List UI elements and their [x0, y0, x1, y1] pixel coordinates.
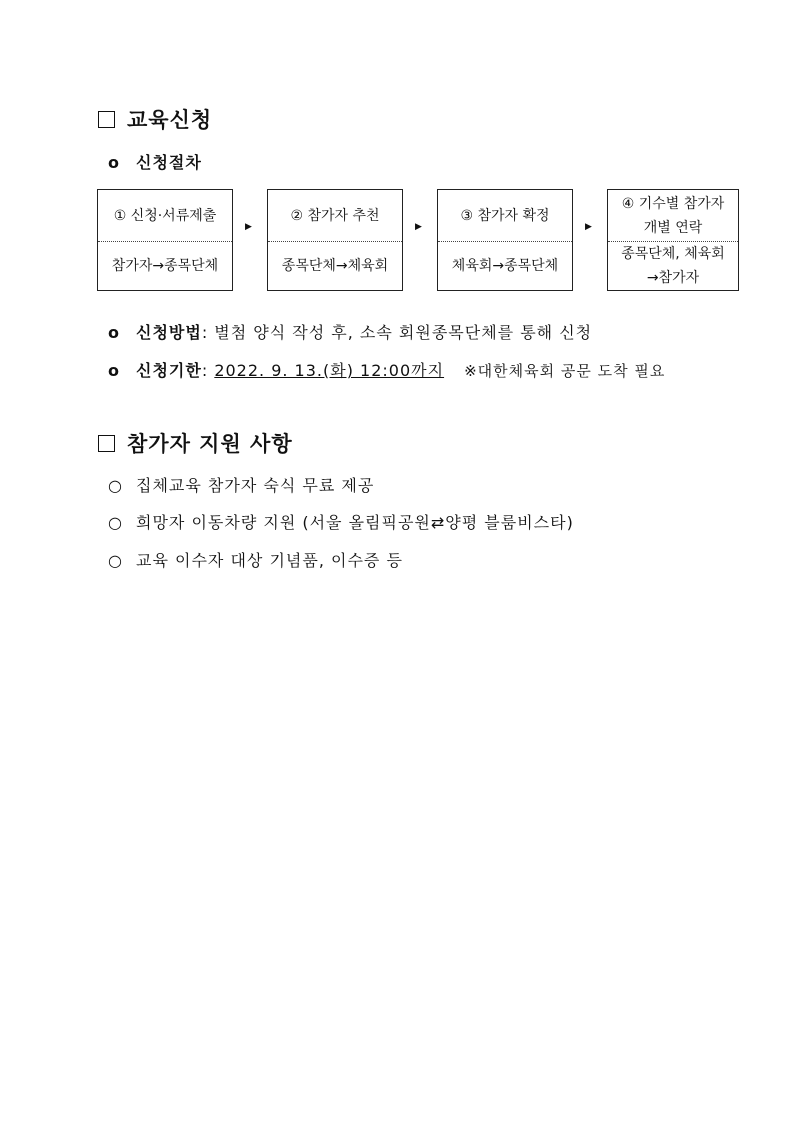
step-3-title: ③ 참가자 확정: [438, 190, 572, 242]
step-4-detail-line2: →참가자: [646, 270, 700, 286]
arrow-right-icon: ▶: [585, 222, 592, 232]
checkbox-square-icon: [98, 435, 115, 452]
step-2-title: ② 참가자 추천: [268, 190, 402, 242]
step-3-detail: 체육회→종목단체: [451, 258, 559, 274]
section-title-application: [98, 104, 212, 134]
bullet: o: [108, 153, 120, 172]
step-4-title-line1: ④ 기수별 참가자: [621, 195, 725, 212]
procedure-label: 신청절차: [136, 153, 202, 172]
step-4-title-line2: 개별 연락: [643, 219, 703, 236]
support-item-text: 집체교육 참가자 숙식 무료 제공: [136, 476, 375, 495]
support-item-text: 희망자 이동차량 지원 (서울 올림픽공원⇄양평 블룸비스타): [136, 513, 574, 532]
support-item-text: 교육 이수자 대상 기념품, 이수증 등: [136, 551, 403, 570]
deadline-label: 신청기한: [136, 361, 202, 380]
checkbox-square-icon: [98, 111, 115, 128]
support-item-2: [108, 510, 574, 533]
procedure-heading: [108, 150, 202, 173]
bullet: o: [108, 323, 120, 342]
step-4-box: [607, 189, 739, 291]
deadline-separator: :: [201, 361, 215, 380]
bullet: ○: [108, 551, 123, 570]
procedure-flow: [97, 189, 739, 291]
bullet: o: [108, 361, 120, 380]
support-item-3: [108, 548, 403, 571]
method-line: [108, 320, 592, 343]
support-item-1: [108, 473, 374, 496]
step-4-detail: [608, 242, 738, 290]
deadline-date: 2022. 9. 13.(화) 12:00까지: [214, 361, 445, 380]
section-title-text: 교육신청: [127, 108, 213, 132]
step-2-box: [267, 189, 403, 291]
arrow-right-icon: ▶: [415, 222, 422, 232]
bullet: ○: [108, 513, 123, 532]
deadline-note: ※대한체육회 공문 도착 필요: [464, 362, 666, 380]
step-1-title: ① 신청·서류제출: [98, 190, 232, 242]
section-title-text: 참가자 지원 사항: [127, 432, 293, 456]
step-4-title: [608, 190, 738, 242]
bullet: ○: [108, 476, 123, 495]
step-3-box: [437, 189, 573, 291]
step-1-box: [97, 189, 233, 291]
method-text: : 별첨 양식 작성 후, 소속 회원종목단체를 통해 신청: [201, 323, 593, 342]
deadline-line: [108, 358, 665, 381]
step-2-detail: 종목단체→체육회: [281, 258, 389, 274]
section-title-support: [98, 428, 293, 458]
method-label: 신청방법: [136, 323, 202, 342]
arrow-right-icon: ▶: [245, 222, 252, 232]
step-1-detail: 참가자→종목단체: [111, 258, 219, 274]
step-4-detail-line1: 종목단체, 체육회: [621, 246, 725, 262]
